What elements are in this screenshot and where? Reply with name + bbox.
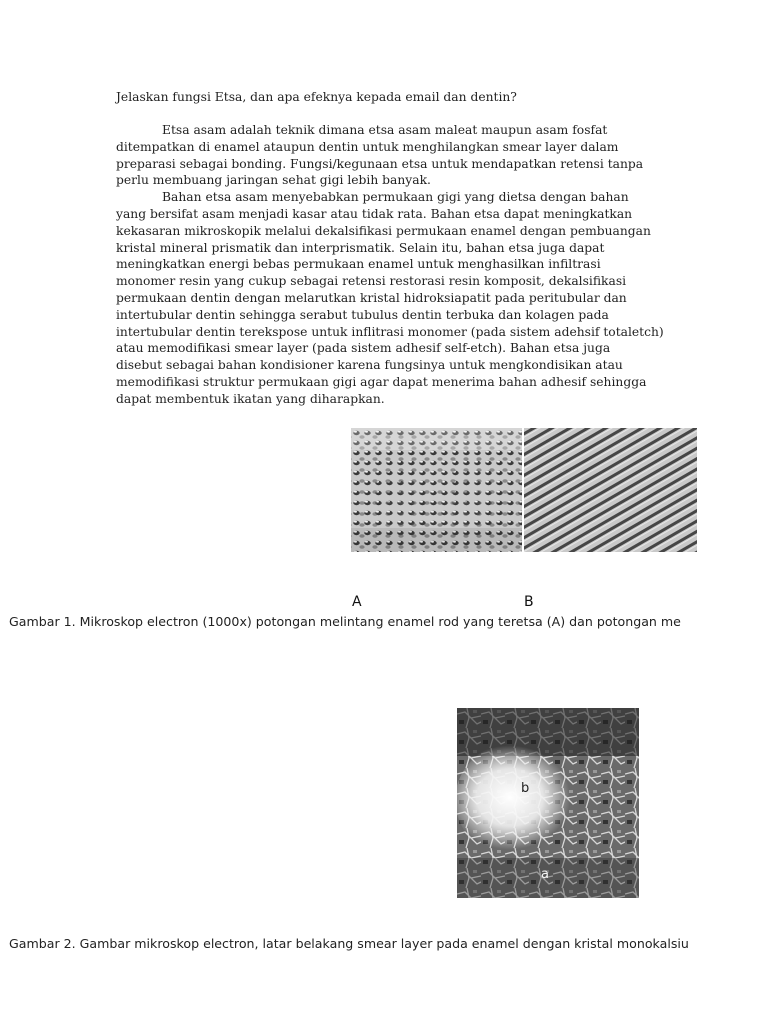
body-line: kristal mineral prismatik dan interprismatik. Selain itu, bahan etsa juga dapat (116, 240, 605, 255)
body-line: dapat membentuk ikatan yang diharapkan. (116, 391, 385, 406)
body-line: intertubular dentin sehingga serabut tubulus dentin terbuka dan kolagen pada (116, 307, 609, 322)
body-text (116, 122, 676, 408)
figure-2-micrograph (457, 708, 639, 898)
body-line: yang bersifat asam menjadi kasar atau tidak rata. Bahan etsa dapat meningkatkan (116, 206, 633, 221)
figure-1-label-a: A (352, 594, 362, 610)
body-line: disebut sebagai bahan kondisioner karena fungsinya untuk mengkondisikan atau (116, 358, 623, 373)
body-line: perlu membuang jaringan sehat gigi lebih banyak. (116, 173, 431, 188)
body-line: meningkatkan energi bebas permukaan enamel untuk menghasilkan infiltrasi (116, 257, 601, 272)
body-line: kekasaran mikroskopik melalui dekalsifikasi permukaan enamel dengan pembuangan (116, 223, 651, 238)
body-line: permukaan dentin dengan melarutkan kristal hidroksiapatit pada peritubular dan (116, 290, 627, 305)
figure-1-label-b: B (524, 594, 534, 610)
body-line: monomer resin yang cukup sebagai retensi restorasi resin komposit, dekalsifikasi (116, 274, 627, 289)
question-heading: Jelaskan fungsi Etsa, dan apa efeknya kepada email dan dentin? (116, 90, 517, 104)
body-line: atau memodifikasi smear layer (pada sistem adhesif self-etch). Bahan etsa juga (116, 341, 611, 356)
figure-2-marker-a: a (541, 867, 549, 882)
figure-1-micrograph (351, 428, 697, 552)
figure-2-svg (457, 708, 639, 898)
body-line: intertubular dentin terekspose untuk inflitrasi monomer (pada sistem adehsif totaletch) (116, 324, 664, 339)
figure-2-marker-b: b (521, 781, 530, 796)
body-line: ditempatkan di enamel ataupun dentin untuk menghilangkan smear layer dalam (116, 139, 619, 154)
body-line: Etsa asam adalah teknik dimana etsa asam maleat maupun asam fosfat (162, 123, 608, 137)
body-line: Bahan etsa asam menyebabkan permukaan gigi yang dietsa dengan bahan (162, 190, 629, 205)
body-line: preparasi sebagai bonding. Fungsi/kegunaan etsa untuk mendapatkan retensi tanpa (116, 156, 644, 171)
body-line: memodifikasi struktur permukaan gigi agar dapat menerima bahan adhesif sehingga (116, 374, 647, 389)
figure-1-svg (351, 428, 697, 552)
figure-1-caption: Gambar 1. Mikroskop electron (1000x) potongan melintang enamel rod yang teretsa (A) dan potongan me (9, 614, 681, 629)
figure-2-caption: Gambar 2. Gambar mikroskop electron, latar belakang smear layer pada enamel dengan kristal monokalsiu (9, 936, 689, 951)
